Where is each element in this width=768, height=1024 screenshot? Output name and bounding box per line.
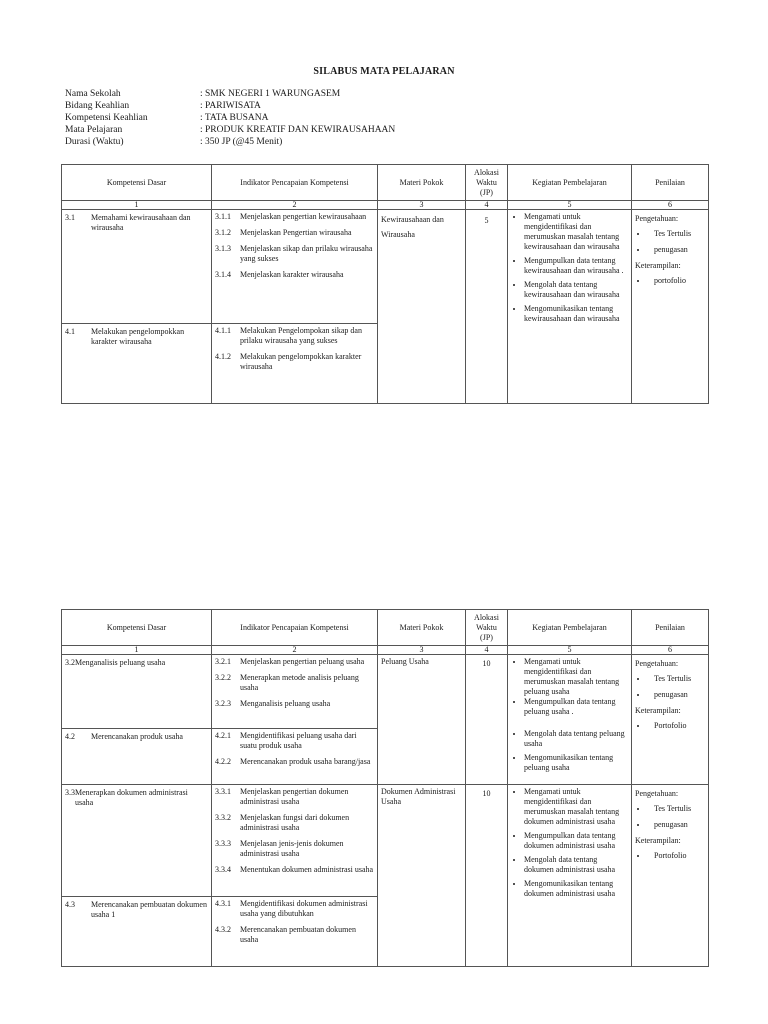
table-row [62,210,709,324]
column-number: 2 [212,201,378,210]
kd-text: Memahami kewirausahaan dan wirausaha [91,213,191,232]
identity-row-competency [65,112,395,124]
kegiatan-cell [508,785,632,967]
list-item: • Mengamati untuk mengidentifikasi dan merumuskan masalah tentang kewirausahaan dan wirausaha [524,212,628,252]
list-item: • Portofolio [648,851,705,861]
identity-row-subject [65,124,395,136]
list-item: • Mengamati untuk mengidentifikasi dan merumuskan masalah tentang peluang usaha [524,657,628,697]
indicator-item: 3.3.1 Menjelaskan pengertian dokumen administrasi usaha [215,787,349,806]
kd-cell [62,324,212,404]
materi-cell: Kewirausahaan dan Wirausaha [378,210,466,404]
syllabus-table-1 [61,164,709,404]
penilaian-cell [632,210,709,404]
column-number: 2 [212,646,378,655]
identity-value: : SMK NEGERI 1 WARUNGASEM [200,89,341,99]
column-number: 1 [62,201,212,210]
identity-label: Durasi (Waktu) [65,137,124,147]
identity-value: : PARIWISATA [200,101,261,111]
identity-label: Bidang Keahlian [65,101,130,111]
penilaian-cell [632,655,709,785]
identity-label: Kompetensi Keahlian [65,113,148,123]
indicator-item: 4.3.1 Mengidentifikasi dokumen administrasi usaha yang dibutuhkan [215,899,368,918]
column-number: 5 [508,646,632,655]
identity-label: Nama Sekolah [65,89,121,99]
header-indikator: Indikator Pencapaian Kompetensi [212,165,378,201]
column-number: 4 [466,646,508,655]
list-item: • Mengolah data tentang peluang usaha [524,729,628,749]
kd-number: 4.3 [65,900,75,909]
column-number: 4 [466,201,508,210]
header-alokasi-waktu: Alokasi Waktu (JP) [466,610,508,646]
identity-value: : PRODUK KREATIF DAN KEWIRAUSAHAAN [200,125,396,135]
identity-row-field [65,100,395,112]
identity-value: : 350 JP (@45 Menit) [200,137,283,147]
document-title: SILABUS MATA PELAJARAN [313,66,455,77]
alokasi-cell: 5 [466,210,508,404]
identity-label: Mata Pelajaran [65,125,123,135]
list-item: • Mengolah data tentang dokumen administrasi usaha [524,855,628,875]
indicator-item: 3.1.3 Menjelaskan sikap dan prilaku wirausaha yang sukses [215,244,373,263]
header-materi-pokok: Materi Pokok [378,610,466,646]
table-row [62,655,709,729]
kd-number: 3.1 [65,213,75,222]
indicator-item: 3.2.2 Menerapkan metode analisis peluang usaha [215,673,359,692]
indicator-item: 4.2.2 Merencanakan produk usaha barang/jasa [215,757,371,766]
indicator-cell [212,897,378,967]
kd-number: 4.1 [65,327,75,336]
indicator-item: 4.1.2 Melakukan pengelompokkan karakter wirausaha [215,352,362,371]
alokasi-cell: 10 [466,655,508,785]
column-number: 1 [62,646,212,655]
kegiatan-cell [508,210,632,404]
kd-number: 4.2 [65,732,75,741]
kd-text: Menerapkan dokumen administrasi usaha [75,788,188,807]
column-number: 6 [632,646,709,655]
kd-cell [62,655,212,729]
pengetahuan-label: Pengetahuan: [635,789,679,798]
header-indikator: Indikator Pencapaian Kompetensi [212,610,378,646]
list-item: • portofolio [648,276,705,286]
kd-text: Merencanakan pembuatan dokumen usaha 1 [91,900,207,919]
list-item: • Mengumpulkan data tentang dokumen administrasi usaha [524,831,628,851]
list-item: • Mengumpulkan data tentang kewirausahaan dan wirausaha . [524,256,628,276]
indicator-item: 4.1.1 Melakukan Pengelompokan sikap dan prilaku wirausaha yang sukses [215,326,362,345]
indicator-item: 3.3.4 Menentukan dokumen administrasi usaha [215,865,374,874]
list-item: • Mengamati untuk mengidentifikasi dan merumuskan masalah tentang dokumen administrasi usaha [524,787,628,827]
list-item: • Mengomunikasikan tentang dokumen administrasi usaha [524,879,628,899]
kd-cell [62,785,212,897]
list-item: • Portofolio [648,721,705,731]
kd-text: Menganalisis peluang usaha [75,658,166,667]
header-materi-pokok: Materi Pokok [378,165,466,201]
identity-row-duration [65,136,395,148]
header-kompetensi-dasar: Kompetensi Dasar [62,165,212,201]
header-kompetensi-dasar: Kompetensi Dasar [62,610,212,646]
kd-text: Melakukan pengelompokkan karakter wirausaha [91,327,185,346]
syllabus-table-2 [61,609,709,967]
indicator-item: 3.2.1 Menjelaskan pengertian peluang usaha [215,657,365,666]
kd-text: Merencanakan produk usaha [91,732,183,741]
list-item: • penugasan [648,245,705,255]
identity-value: : TATA BUSANA [200,113,269,123]
kd-cell [62,210,212,324]
header-penilaian: Penilaian [632,610,709,646]
column-number: 6 [632,201,709,210]
kd-cell [62,897,212,967]
kd-number: 3.2 [65,658,75,667]
list-item: • Mengumpulkan data tentang peluang usaha . [524,697,628,717]
indicator-cell [212,324,378,404]
list-item: • Tes Tertulis [648,674,705,684]
indicator-item: 4.2.1 Mengidentifikasi peluang usaha dari suatu produk usaha [215,731,357,750]
list-item: • Mengolah data tentang kewirausahaan dan wirausaha [524,280,628,300]
indicator-item: 3.1.4 Menjelaskan karakter wirausaha [215,270,344,279]
column-number: 3 [378,646,466,655]
indicator-cell [212,655,378,729]
penilaian-cell [632,785,709,967]
indicator-item: 3.3.3 Menjelasan jenis-jenis dokumen administrasi usaha [215,839,344,858]
identity-block [65,88,395,148]
indicator-cell [212,729,378,785]
indicator-item: 3.1.2 Menjelaskan Pengertian wirausaha [215,228,352,237]
indicator-item: 4.3.2 Merencanakan pembuatan dokumen usaha [215,925,356,944]
header-kegiatan: Kegiatan Pembelajaran [508,165,632,201]
keterampilan-label: Keterampilan: [635,261,681,270]
kd-number: 3.3 [65,788,75,797]
list-item: • penugasan [648,820,705,830]
indicator-item: 3.3.2 Menjelaskan fungsi dari dokumen administrasi usaha [215,813,350,832]
materi-cell: Peluang Usaha [378,655,466,785]
pengetahuan-label: Pengetahuan: [635,659,679,668]
list-item: • Tes Tertulis [648,804,705,814]
keterampilan-label: Keterampilan: [635,836,681,845]
list-item: • Mengomunikasikan tentang kewirausahaan dan wirausaha [524,304,628,324]
header-alokasi-waktu: Alokasi Waktu (JP) [466,165,508,201]
keterampilan-label: Keterampilan: [635,706,681,715]
materi-cell: Dokumen Administrasi Usaha [378,785,466,967]
indicator-item: 3.1.1 Menjelaskan pengertian kewirausahaan [215,212,367,221]
indicator-item: 3.2.3 Menganalisis peluang usaha [215,699,331,708]
identity-row-school [65,88,395,100]
list-item: • penugasan [648,690,705,700]
kegiatan-cell [508,655,632,785]
pengetahuan-label: Pengetahuan: [635,214,679,223]
indicator-cell [212,210,378,324]
list-item: • Tes Tertulis [648,229,705,239]
table-row [62,785,709,897]
header-kegiatan: Kegiatan Pembelajaran [508,610,632,646]
header-penilaian: Penilaian [632,165,709,201]
indicator-cell [212,785,378,897]
column-number: 3 [378,201,466,210]
list-item: • Mengomunikasikan tentang peluang usaha [524,753,628,773]
alokasi-cell: 10 [466,785,508,967]
column-number: 5 [508,201,632,210]
kd-cell [62,729,212,785]
